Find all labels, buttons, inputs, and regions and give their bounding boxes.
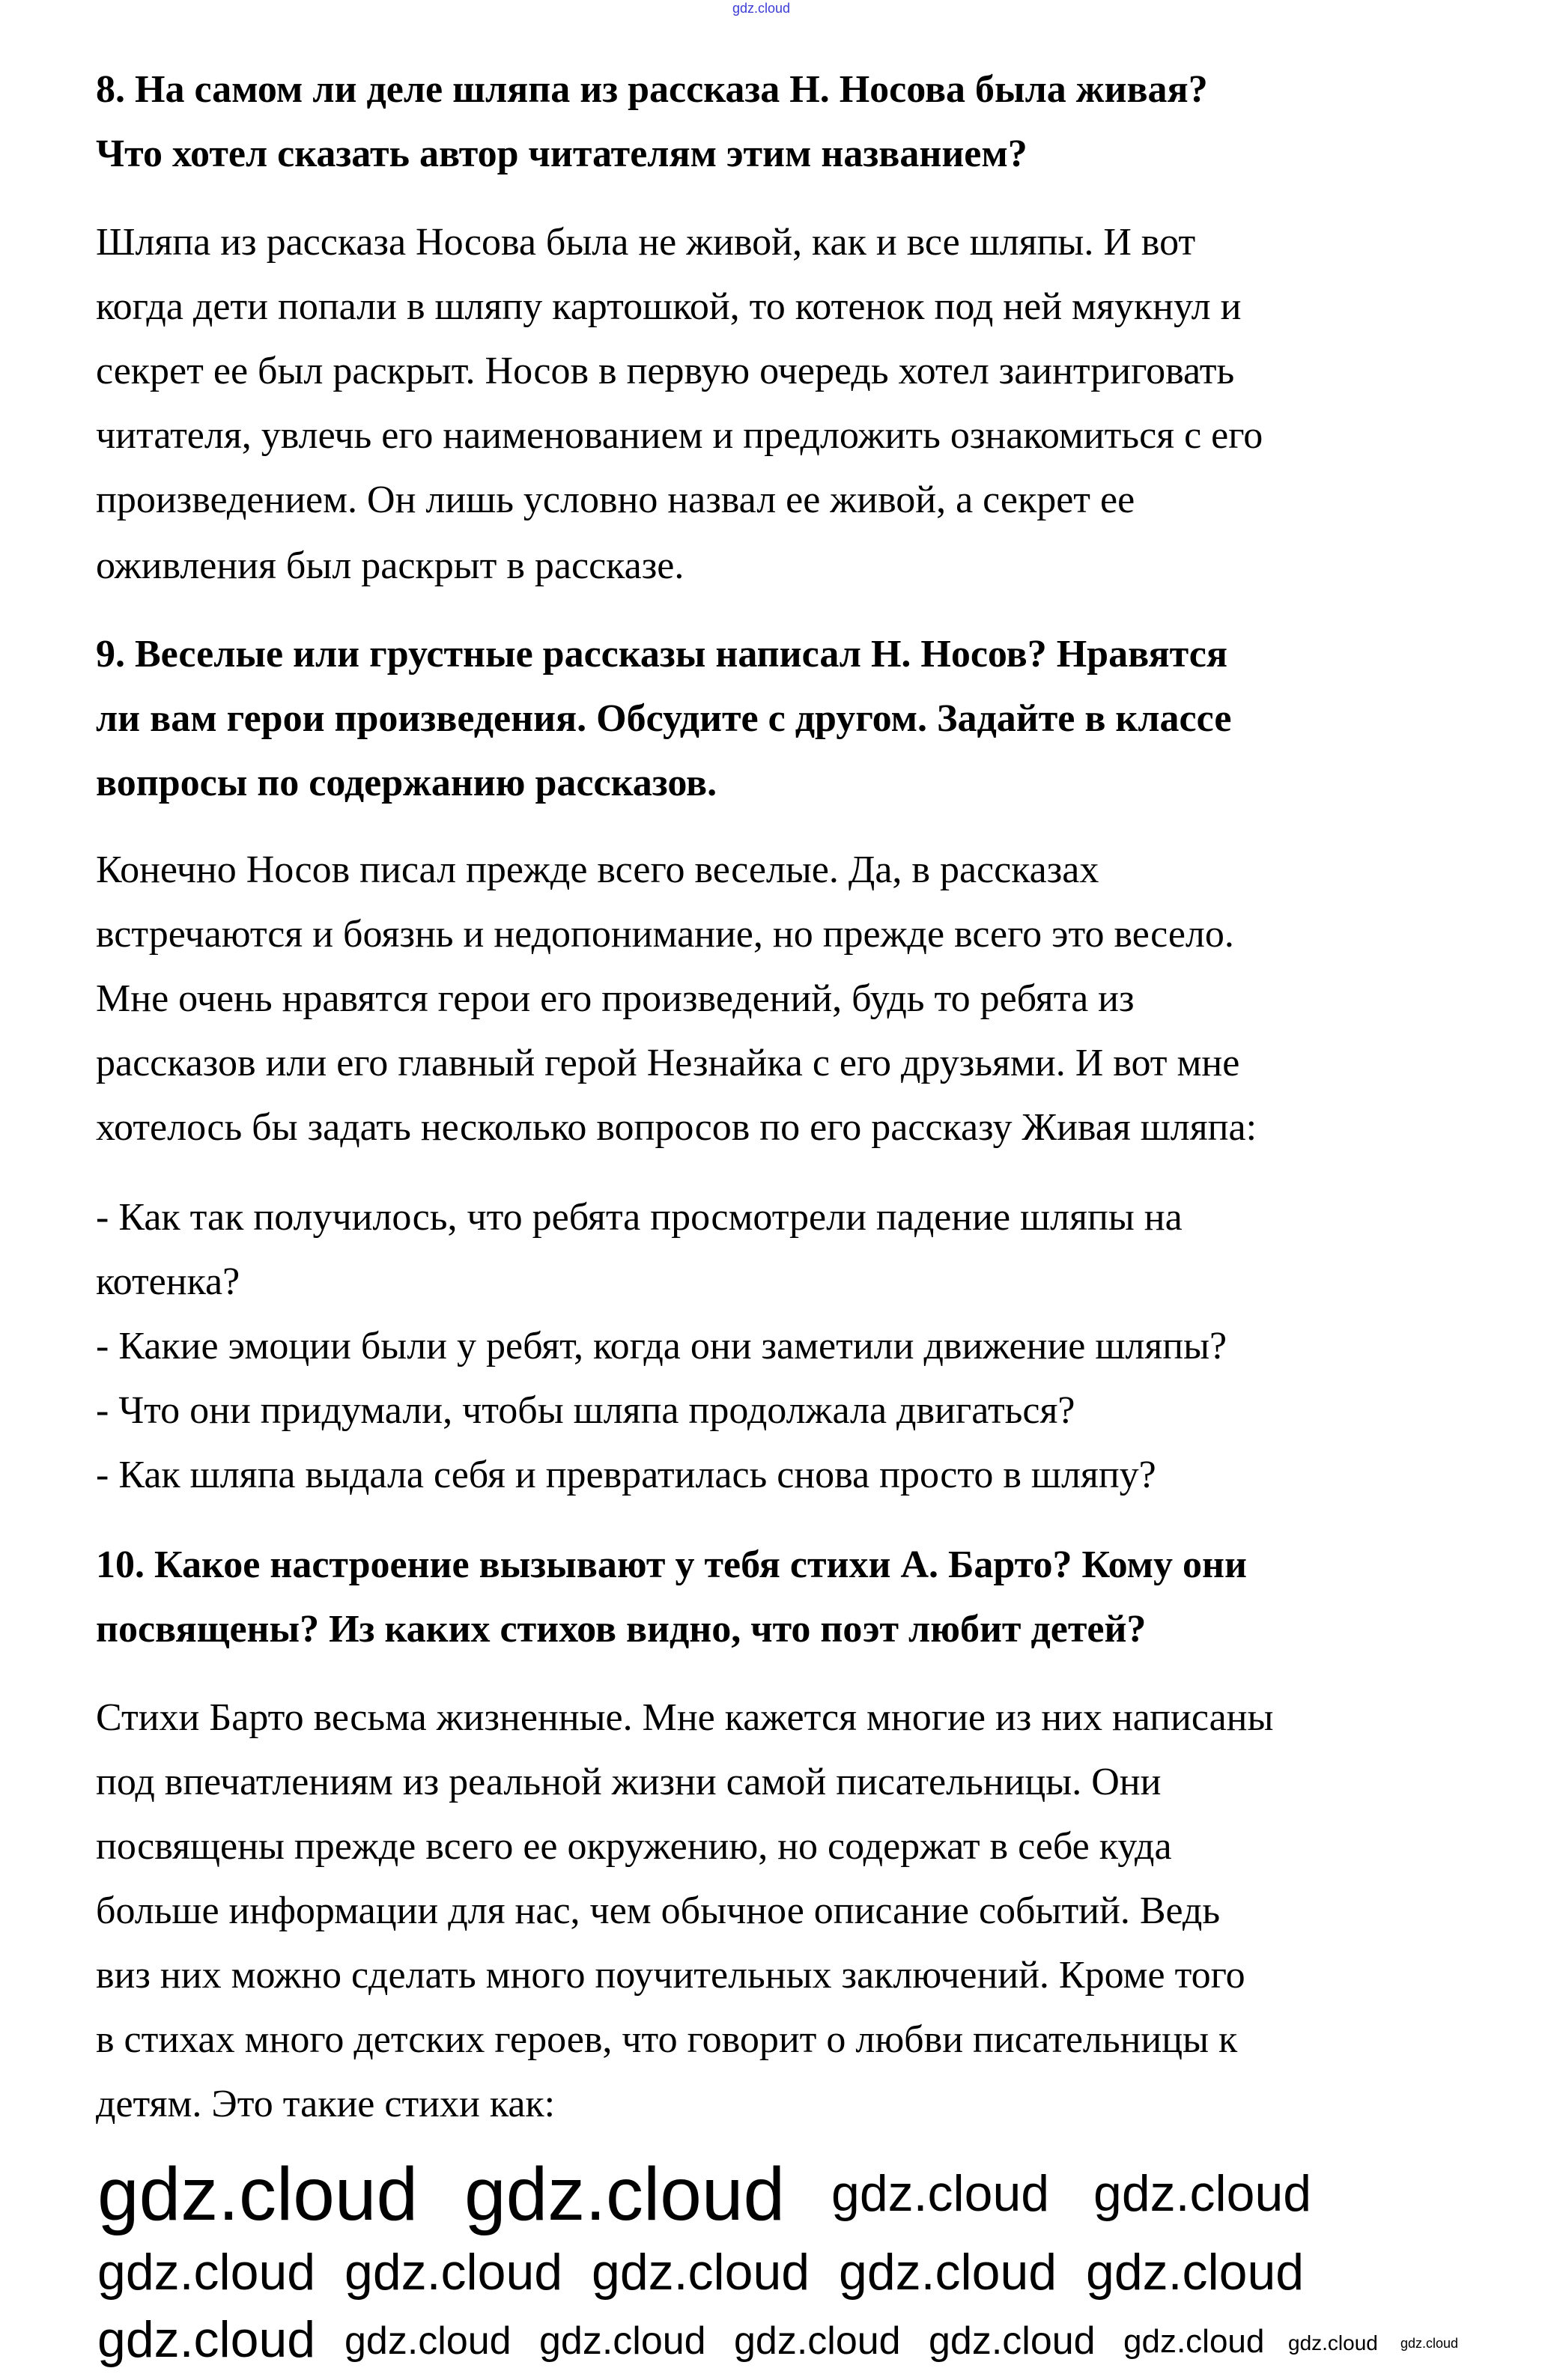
watermark: gdz.cloud xyxy=(97,2152,419,2236)
watermark: gdz.cloud xyxy=(839,2244,1057,2301)
list-item: - Как шляпа выдала себя и превратилась снова просто в шляпу? xyxy=(96,1454,1156,1496)
watermark: gdz.cloud xyxy=(1288,2331,1378,2355)
answer-line: в стихах много детских героев, что говорит о любви писательницы к xyxy=(96,2018,1238,2061)
question-line: 9. Веселые или грустные рассказы написал Н. Носов? Нравятся xyxy=(96,633,1227,676)
watermark: gdz.cloud xyxy=(831,2165,1050,2222)
top-watermark: gdz.cloud xyxy=(732,1,791,16)
answer-line: Конечно Носов писал прежде всего веселые. Да, в рассказах xyxy=(96,849,1099,891)
list-item: котенка? xyxy=(96,1260,240,1303)
watermark: gdz.cloud xyxy=(592,2244,810,2301)
question-line: вопросы по содержанию рассказов. xyxy=(96,762,717,804)
answer-line: читателя, увлечь его наименованием и предложить ознакомиться с его xyxy=(96,414,1263,457)
watermark: gdz.cloud xyxy=(1123,2323,1265,2360)
answer-line: под впечатлениям из реальной жизни самой писательницы. Они xyxy=(96,1761,1162,1803)
watermark: gdz.cloud xyxy=(1400,2336,1459,2351)
question-line: посвящены? Из каких стихов видно, что поэт любит детей? xyxy=(96,1608,1147,1651)
watermark: gdz.cloud xyxy=(929,2319,1096,2363)
watermark: gdz.cloud xyxy=(464,2152,786,2236)
answer-line: больше информации для нас, чем обычное описание событий. Ведь xyxy=(96,1889,1221,1932)
answer-line: встречаются и боязнь и недопонимание, но прежде всего это весело. xyxy=(96,913,1234,956)
answer-line: виз них можно сделать много поучительных заключений. Кроме того xyxy=(96,1954,1245,1997)
watermark: gdz.cloud xyxy=(734,2319,901,2363)
answer-line: Стихи Барто весьма жизненные. Мне кажется многие из них написаны xyxy=(96,1696,1274,1739)
list-item: - Что они придумали, чтобы шляпа продолжала двигаться? xyxy=(96,1389,1075,1432)
answer-line: рассказов или его главный герой Незнайка с его друзьями. И вот мне xyxy=(96,1042,1240,1084)
answer-line: произведением. Он лишь условно назвал ее живой, а секрет ее xyxy=(96,479,1135,521)
question-line: 10. Какое настроение вызывают у тебя стихи А. Барто? Кому они xyxy=(96,1543,1247,1586)
watermark: gdz.cloud xyxy=(1093,2165,1312,2222)
list-item: - Как так получилось, что ребята просмотрели падение шляпы на xyxy=(96,1196,1183,1239)
watermark: gdz.cloud xyxy=(97,2244,316,2301)
answer-line: Шляпа из рассказа Носова была не живой, как и все шляпы. И вот xyxy=(96,221,1196,264)
question-line: Что хотел сказать автор читателям этим названием? xyxy=(96,133,1028,175)
watermark: gdz.cloud xyxy=(344,2244,563,2301)
watermark: gdz.cloud xyxy=(344,2319,512,2363)
answer-line: когда дети попали в шляпу картошкой, то котенок под ней мяукнул и xyxy=(96,285,1242,328)
answer-line: секрет ее был раскрыт. Носов в первую очередь хотел заинтриговать xyxy=(96,350,1235,392)
answer-line: хотелось бы задать несколько вопросов по его рассказу Живая шляпа: xyxy=(96,1106,1257,1149)
answer-line: детям. Это такие стихи как: xyxy=(96,2083,556,2125)
list-item: - Какие эмоции были у ребят, когда они заметили движение шляпы? xyxy=(96,1325,1227,1367)
watermark: gdz.cloud xyxy=(97,2311,316,2368)
watermark: gdz.cloud xyxy=(1086,2244,1305,2301)
answer-line: оживления был раскрыт в рассказе. xyxy=(96,544,685,587)
question-line: 8. На самом ли деле шляпа из рассказа Н. Носова была живая? xyxy=(96,68,1208,111)
question-line: ли вам герои произведения. Обсудите с другом. Задайте в классе xyxy=(96,697,1232,740)
answer-line: Мне очень нравятся герои его произведений, будь то ребята из xyxy=(96,977,1135,1020)
answer-line: посвящены прежде всего ее окружению, но содержат в себе куда xyxy=(96,1825,1172,1868)
watermark: gdz.cloud xyxy=(539,2319,706,2363)
